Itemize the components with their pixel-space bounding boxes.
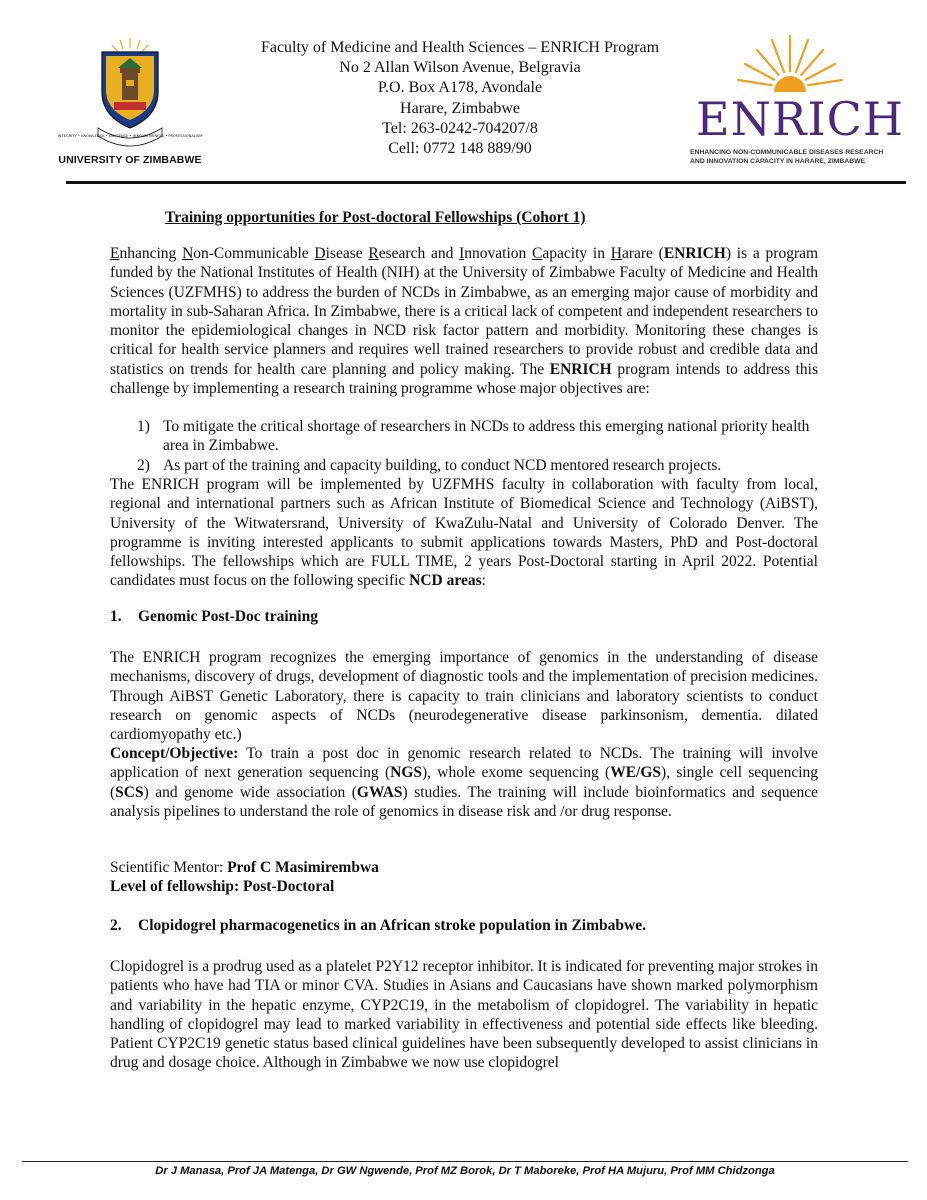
uz-logo-text: UNIVERSITY OF ZIMBABWE xyxy=(58,154,202,166)
section-heading: 1. Genomic Post-Doc training xyxy=(110,608,318,625)
address-line: Tel: 263-0242-704207/8 xyxy=(382,119,538,137)
section-heading: 2. Clopidogrel pharmacogenetics in an African stroke population in Zimbabwe. xyxy=(110,917,646,934)
objectives-list xyxy=(110,417,818,475)
concept-objective-paragraph: Concept/Objective: To train a post doc in genomic research related to NCDs. The training will involve application of next generation sequencing (NGS), whole exome sequencing (WE/GS), single cell sequencing (SCS) and genome wide association (GWAS) studies. The training will include bioinformatics and sequence analysis pipelines to understand the role of genomics in disease risk and /or drug response. xyxy=(110,745,819,820)
section2-paragraph: Clopidogrel is a prodrug used as a platelet P2Y12 receptor inhibitor. It is indicated for preventing major strokes in patients who have had TIA or minor CVA. Studies in Asians and Caucasians have shown marked polymorphism and variability in the hepatic enzyme, CYP2C19, in the metabolism of clopidogrel. The variability in hepatic handling of clopidogrel may lead to marked variability in effectiveness and potential side effects like bleeding. Patient CYP2C19 genetic status based clinical guidelines have been subsequently developed to assist clinicians in drug and dosage choice. Although in Zimbabwe we now use clopidogrel xyxy=(110,958,818,1072)
address-line: Cell: 0772 148 889/90 xyxy=(388,140,532,158)
document-title: Training opportunities for Post-doctoral Fellowships (Cohort 1) xyxy=(165,209,586,226)
footer-authors: Dr J Manasa, Prof JA Matenga, Dr GW Ngwende, Prof MZ Borok, Dr T Maboreke, Prof HA Mujuru, Prof MM Chidzonga xyxy=(155,1165,775,1177)
section1-paragraph: The ENRICH program recognizes the emerging importance of genomics in the understanding of disease mechanisms, discovery of drugs, development of diagnostic tools and the implementation of precision medicines. Through AiBST Genetic Laboratory, there is capacity to train clinicians and laboratory scientists to conduct research on genomic aspects of NCDs (neurodegenerative disease parkinsonism, dementia. dilated cardiomyopathy etc.) xyxy=(110,649,818,744)
enrich-tagline: ENHANCING NON-COMMUNICABLE DISEASES RESEARCH AND INNOVATION CAPACITY IN HARARE, ZIMBABWE xyxy=(690,149,884,165)
address-line: P.O. Box A178, Avondale xyxy=(377,79,543,97)
footer-rule xyxy=(22,1161,908,1162)
enrich-logo xyxy=(690,30,905,170)
enrich-wordmark: ENRICH xyxy=(696,92,904,146)
svg-text:INTEGRITY • KNOWLEDGE • DILIGE: INTEGRITY • KNOWLEDGE • DILIGENCE • INNOVATIVENESS • PROFESSIONALISM xyxy=(57,134,203,138)
intro-paragraph: Enhancing Non-Communicable Disease Research and Innovation Capacity in Harare (ENRICH) is a program funded by the National Institutes of Health (NIH) at the University of Zimbabwe Faculty of Medicine and Health Sciences (UZFMHS) to address the burden of NCDs in Zimbabwe, as an emerging major cause of morbidity and mortality in sub-Saharan Africa. In Zimbabwe, there is a critical lack of competent and independent researchers to monitor the epidemiological changes in NCD risk factor pattern and morbidity. Monitoring these changes is critical for health service planners and requires well trained researchers to provide robust and credible data and statistics on trends for health care planning and policy making. The ENRICH program intends to address this challenge by implementing a research training programme whose major objectives are: xyxy=(110,245,819,398)
implementation-paragraph: The ENRICH program will be implemented by UZFMHS faculty in collaboration with faculty from local, regional and international partners such as African Institute of Biomedical Science and Technology (AiBST), University of the Witwatersrand, University of KwaZulu-Natal and University of Colorado Denver. The programme is inviting interested applicants to submit applications towards Masters, PhD and Post-doctoral fellowships. The fellowships which are FULL TIME, 2 years Post-Doctoral starting in April 2022. Potential candidates must focus on the following specific NCD areas: xyxy=(110,476,818,590)
uz-crest-icon xyxy=(57,36,203,144)
scientific-mentor: Scientific Mentor: Prof C Masimirembwa xyxy=(110,859,379,876)
address-line: Faculty of Medicine and Health Sciences – ENRICH Program xyxy=(260,39,660,56)
list-item: 2) As part of the training and capacity building, to conduct NCD mentored research projects. xyxy=(137,456,722,474)
address-line: Harare, Zimbabwe xyxy=(400,99,520,117)
address-block xyxy=(210,38,710,159)
fellowship-level: Level of fellowship: Post-Doctoral xyxy=(110,878,335,895)
header-rule xyxy=(66,181,906,184)
university-of-zimbabwe-logo xyxy=(56,36,204,170)
list-item: 1) To mitigate the critical shortage of researchers in NCDs to address this emerging national priority health area in Zimbabwe. xyxy=(137,418,810,455)
address-line: No 2 Allan Wilson Avenue, Belgravia xyxy=(339,59,581,77)
sun-icon xyxy=(730,30,850,100)
